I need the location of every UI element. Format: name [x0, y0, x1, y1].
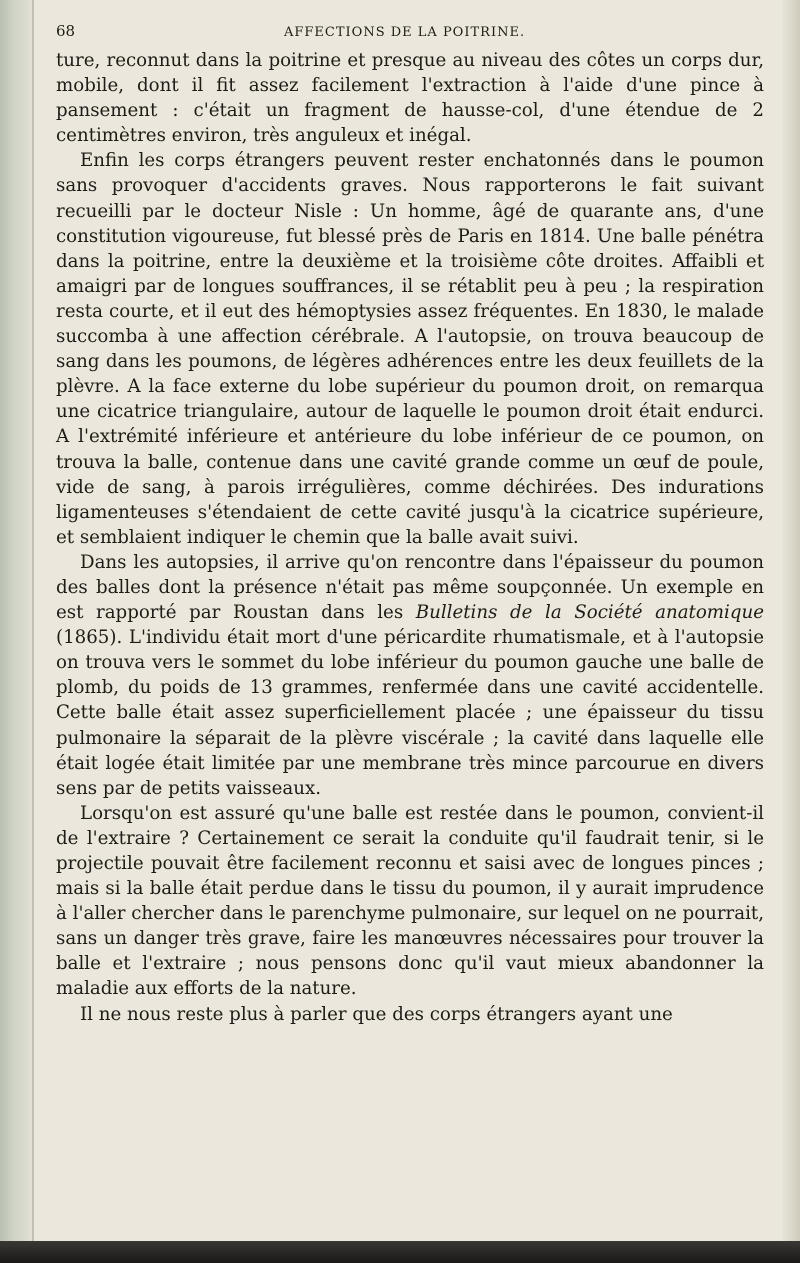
paragraph	[56, 550, 764, 801]
book-page	[56, 22, 764, 1027]
paragraph-text: Dans les autopsies, il arrive qu'on rencontre dans l'épaisseur du poumon des balles dont la présence n'était pas même soupçonnée. Un exemple en est rapporté par Roustan dans les	[56, 551, 764, 624]
page-edge	[782, 0, 800, 1263]
paragraph: Enfin les corps étrangers peuvent rester enchatonnés dans le poumon sans provoquer d'accidents graves. Nous rapporterons le fait suivant recueilli par le docteur Nisle : Un homme, âgé de quarante ans, d'une constitution vigoureuse, fut blessé près de Paris en 1814. Une balle pénétra dans la poitrine, entre la deuxième et la troisième côte droites. Affaibli et amaigri par de longues souffrances, il se rétablit peu à peu ; la respiration resta courte, et il eut des hémoptysies assez fréquentes. En 1830, le malade succomba à une affection cérébrale. A l'autopsie, on trouva beaucoup de sang dans les poumons, de légères adhérences entre les deux feuillets de la plèvre. A la face externe du lobe supérieur du poumon droit, on remarqua une cicatrice triangulaire, autour de laquelle le poumon droit était endurci. A l'extrémité inférieure et antérieure du lobe inférieur de ce poumon, on trouva la balle, contenue dans une cavité grande comme un œuf de poule, vide de sang, à parois irrégulières, comme déchirées. Des indurations ligamenteuses s'étendaient de cette cavité jusqu'à la cicatrice supérieure, et semblaient indiquer le chemin que la balle avait suivi.	[56, 150, 764, 548]
paragraph: ture, reconnut dans la poitrine et presque au niveau des côtes un corps dur, mobile, dont il fit assez facilement l'extraction à l'aide d'une pince à pansement : c'était un fragment de hausse-col, d'une étendue de 2 centimètres environ, très anguleux et inégal.	[56, 50, 764, 147]
journal-title: Bulletins de la Société anatomique	[415, 602, 764, 624]
body-text	[56, 48, 764, 1027]
book-gutter	[0, 0, 34, 1263]
paragraph: Lorsqu'on est assuré qu'une balle est restée dans le poumon, convient-il de l'extraire ? Certainement ce serait la conduite qu'il faudrait tenir, si le projectile pouvait être facilement reconnu et saisi avec de longues pinces ; mais si la balle était perdue dans le tissu du poumon, il y aurait imprudence à l'aller chercher dans le parenchyme pulmonaire, sur lequel on ne pourrait, sans un danger très grave, faire les manœuvres nécessaires pour trouver la balle et l'extraire ; nous pensons donc qu'il vaut mieux abandonner la maladie aux efforts de la nature.	[56, 802, 764, 1000]
paragraph: Il ne nous reste plus à parler que des corps étrangers ayant une	[80, 1003, 673, 1025]
running-title: AFFECTIONS DE LA POITRINE.	[284, 25, 526, 40]
page-header	[56, 22, 764, 40]
scan-bottom-edge	[0, 1241, 800, 1263]
page-number: 68	[56, 22, 76, 40]
paragraph-text: (1865). L'individu était mort d'une péricardite rhumatismale, et à l'autopsie on trouva vers le sommet du lobe inférieur du poumon gauche une balle de plomb, du poids de 13 grammes, renfermée dans une cavité accidentelle. Cette balle était assez superficiellement placée ; une épaisseur du tissu pulmonaire la séparait de la plèvre viscérale ; la cavité dans laquelle elle était logée était limitée par une membrane très mince parcourue en divers sens par de petits vaisseaux.	[56, 627, 764, 799]
